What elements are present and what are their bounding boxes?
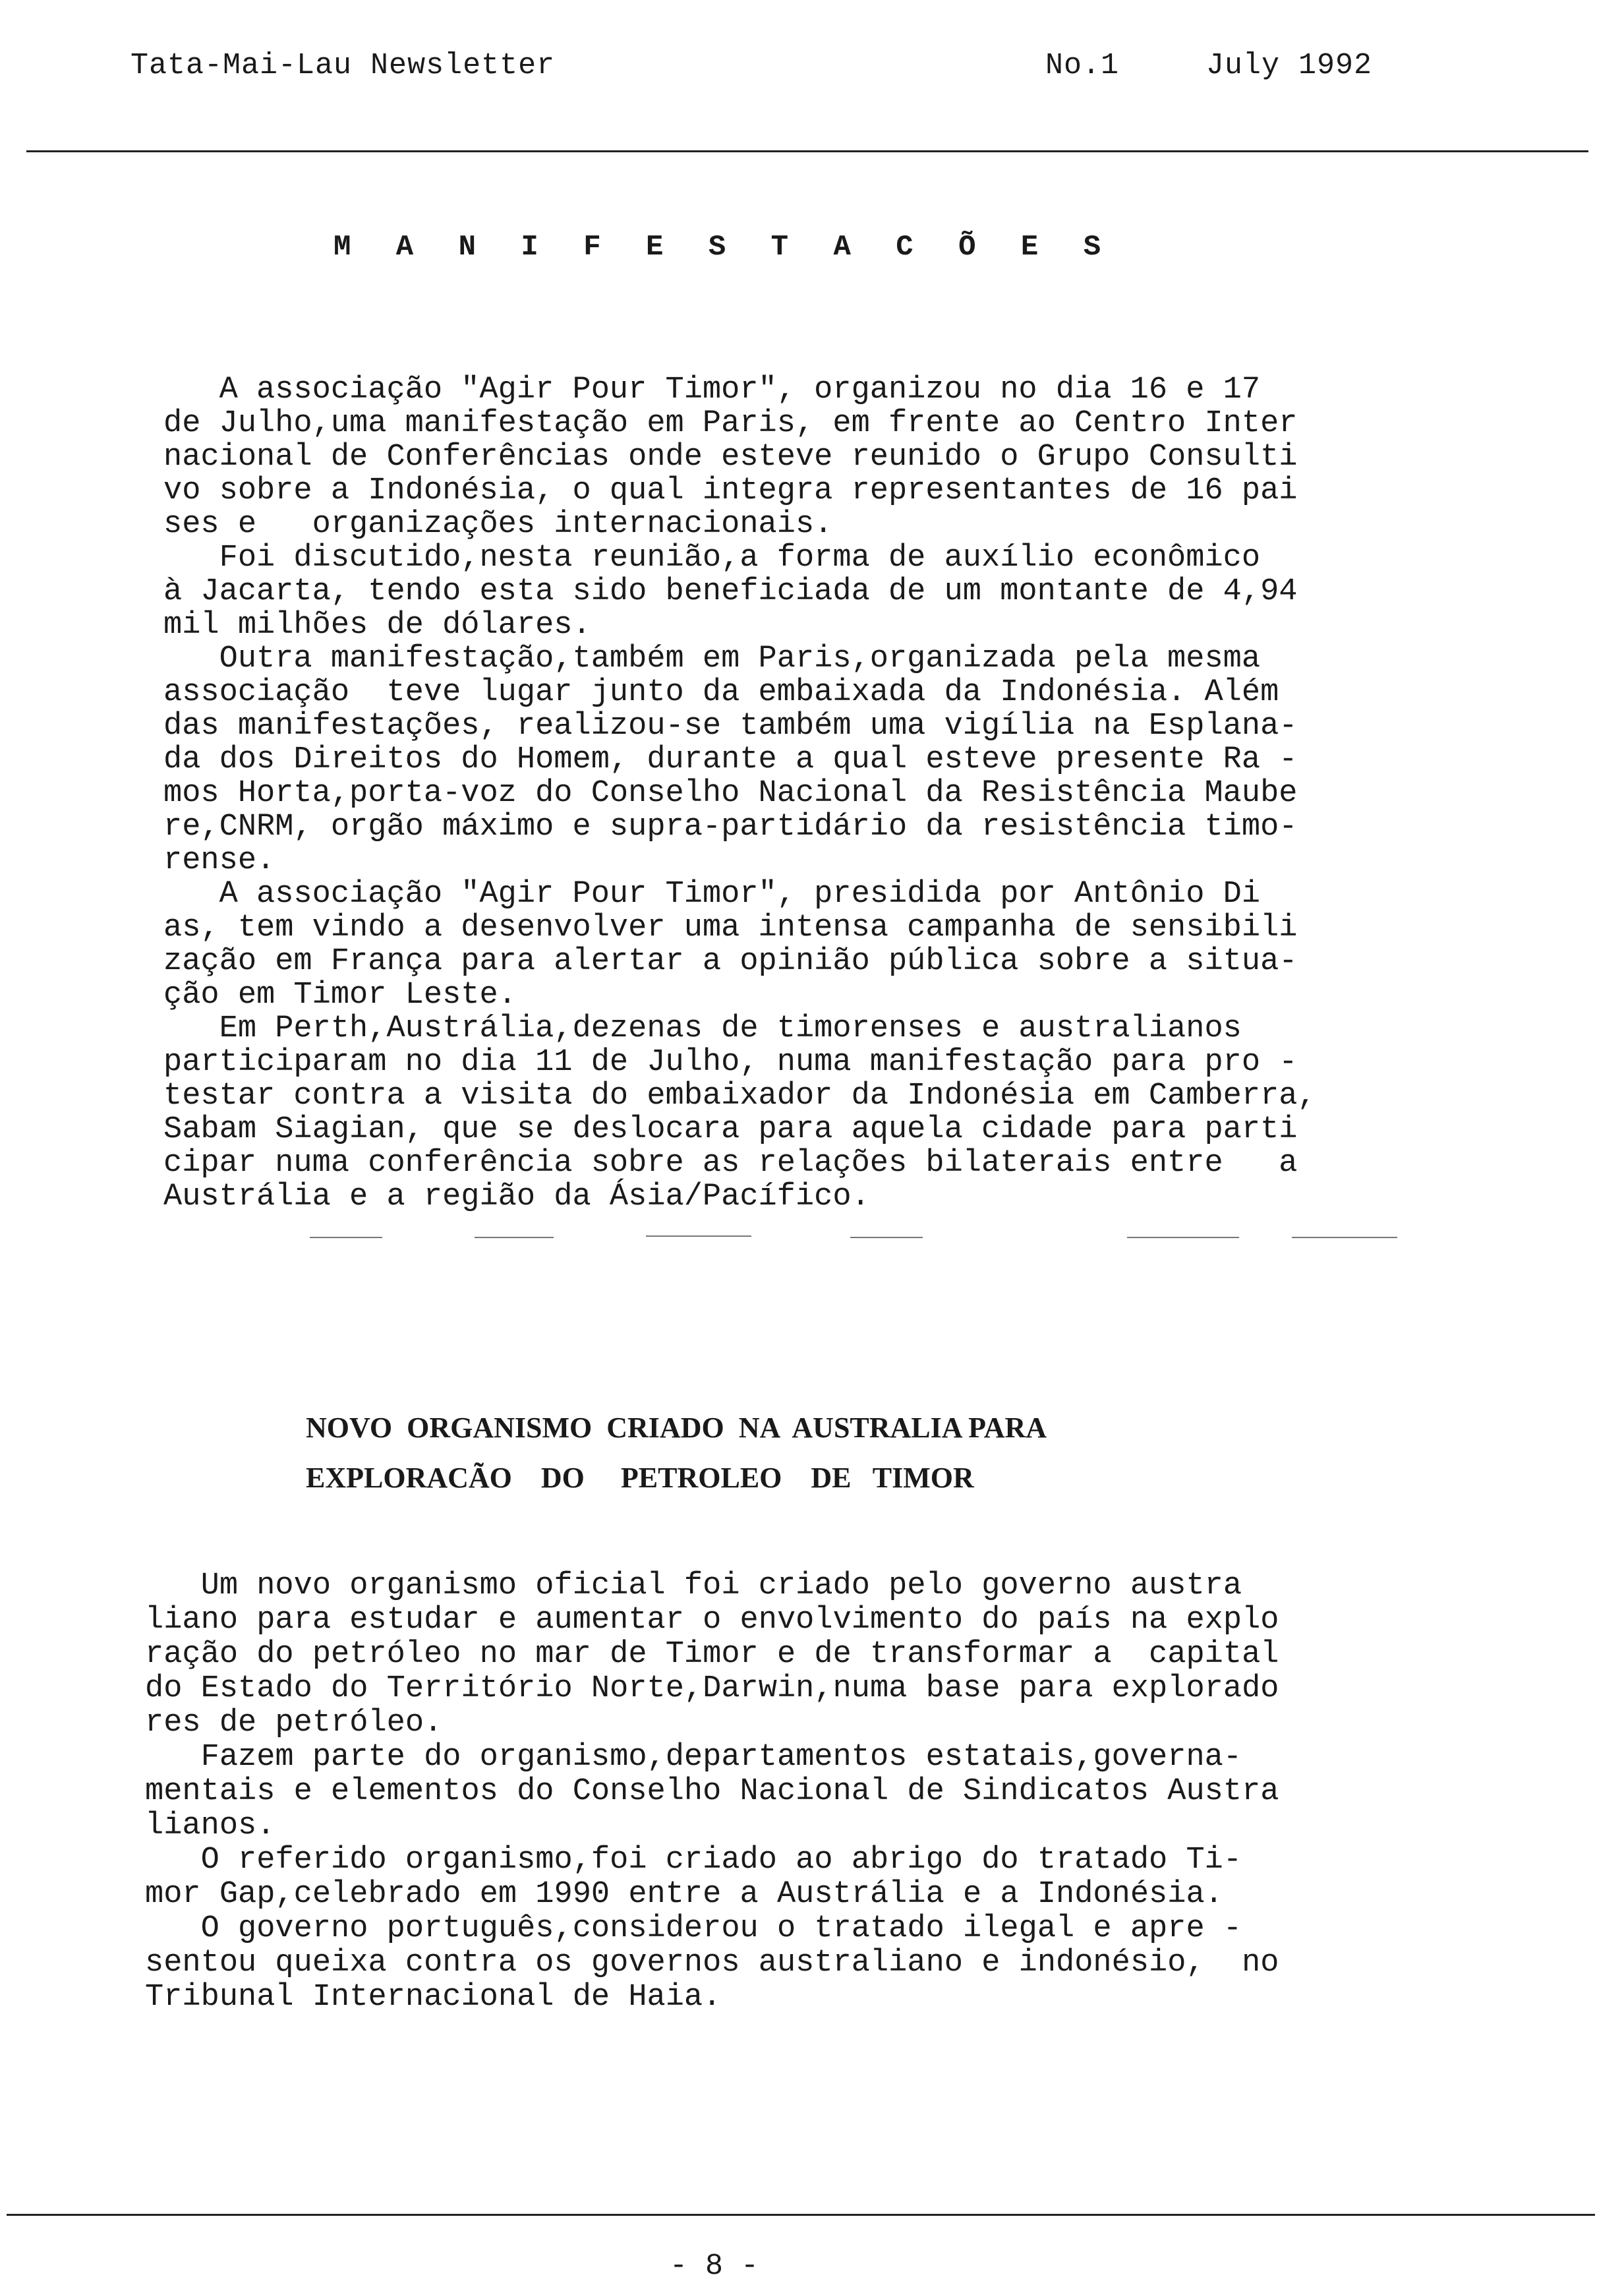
text-line: mos Horta,porta-voz do Conselho Nacional da Resistência Maube [163, 776, 1298, 811]
text-line: A associação "Agir Pour Timor", organizou no dia 16 e 17 [163, 372, 1261, 407]
text-line: lianos. [145, 1808, 276, 1843]
issue-number: No.1 [1045, 49, 1120, 82]
text-line: do Estado do Território Norte,Darwin,numa base para explorado [145, 1671, 1279, 1706]
text-line: cipar numa conferência sobre as relações bilaterais entre a [163, 1146, 1298, 1181]
text-line: A associação "Agir Pour Timor", presidida por Antônio Di [163, 877, 1261, 912]
section-separator [1292, 1237, 1397, 1238]
text-line: das manifestações, realizou-se também uma vigília na Esplana- [163, 709, 1298, 744]
article-title-manifestacoes: M A N I F E S T A C Õ E S [334, 231, 1115, 264]
page-number: - 8 - [670, 2249, 759, 2283]
header-divider [26, 150, 1588, 152]
text-line: da dos Direitos do Homem, durante a qual esteve presente Ra - [163, 742, 1298, 777]
section-separator [850, 1237, 923, 1238]
text-line: O governo português,considerou o tratado ilegal e apre - [145, 1911, 1242, 1946]
text-line: Um novo organismo oficial foi criado pelo governo austra [145, 1568, 1242, 1603]
text-line: de Julho,uma manifestação em Paris, em frente ao Centro Inter [163, 406, 1298, 441]
text-line: associação teve lugar junto da embaixada da Indonésia. Além [163, 675, 1279, 710]
text-line: Em Perth,Austrália,dezenas de timorenses e australianos [163, 1011, 1242, 1046]
text-line: ção em Timor Leste. [163, 978, 517, 1013]
section-separator [475, 1237, 554, 1238]
issue-date: July 1992 [1206, 49, 1373, 82]
text-line: mentais e elementos do Conselho Nacional de Sindicatos Austra [145, 1774, 1279, 1809]
text-line: re,CNRM, orgão máximo e supra-partidário da resistência timo- [163, 810, 1298, 845]
text-line: ração do petróleo no mar de Timor e de transformar a capital [145, 1637, 1279, 1672]
text-line: zação em França para alertar a opinião pública sobre a situa- [163, 944, 1298, 979]
text-line: à Jacarta, tendo esta sido beneficiada de um montante de 4,94 [163, 574, 1298, 609]
article-body-manifestacoes [163, 373, 1316, 1214]
text-line: Austrália e a região da Ásia/Pacífico. [163, 1179, 870, 1214]
text-line: Sabam Siagian, que se deslocara para aquela cidade para parti [163, 1112, 1298, 1147]
text-line: ses e organizações internacionais. [163, 507, 833, 542]
article-body-novo-organismo [145, 1569, 1279, 2015]
text-line: O referido organismo,foi criado ao abrigo do tratado Ti- [145, 1843, 1242, 1878]
text-line: rense. [163, 843, 276, 878]
text-line: Outra manifestação,também em Paris,organizada pela mesma [163, 641, 1261, 676]
text-line: as, tem vindo a desenvolver uma intensa campanha de sensibili [163, 910, 1298, 945]
article-title-novo-organismo: NOVO ORGANISMO CRIADO NA AUSTRALIA PARA [306, 1412, 1047, 1444]
text-line: testar contra a visita do embaixador da Indonésia em Camberra, [163, 1079, 1316, 1114]
article-subtitle-novo-organismo: EXPLORACÃO DO PETROLEO DE TIMOR [306, 1462, 974, 1494]
section-separator [1127, 1237, 1239, 1238]
text-line: nacional de Conferências onde esteve reunido o Grupo Consulti [163, 440, 1298, 475]
section-separator [310, 1237, 382, 1238]
text-line: Fazem parte do organismo,departamentos estatais,governa- [145, 1740, 1242, 1775]
text-line: sentou queixa contra os governos australiano e indonésio, no [145, 1946, 1279, 1980]
newsletter-title: Tata-Mai-Lau Newsletter [130, 49, 556, 82]
text-line: mor Gap,celebrado em 1990 entre a Austrália e a Indonésia. [145, 1877, 1223, 1912]
text-line: vo sobre a Indonésia, o qual integra representantes de 16 pai [163, 473, 1298, 508]
text-line: Foi discutido,nesta reunião,a forma de auxílio econômico [163, 541, 1261, 576]
text-line: mil milhões de dólares. [163, 608, 591, 643]
section-separator [646, 1235, 751, 1237]
text-line: res de petróleo. [145, 1706, 443, 1740]
text-line: Tribunal Internacional de Haia. [145, 1980, 722, 2015]
text-line: participaram no dia 11 de Julho, numa manifestação para pro - [163, 1045, 1298, 1080]
text-line: liano para estudar e aumentar o envolvimento do país na explo [145, 1603, 1279, 1638]
footer-divider [7, 2214, 1595, 2216]
